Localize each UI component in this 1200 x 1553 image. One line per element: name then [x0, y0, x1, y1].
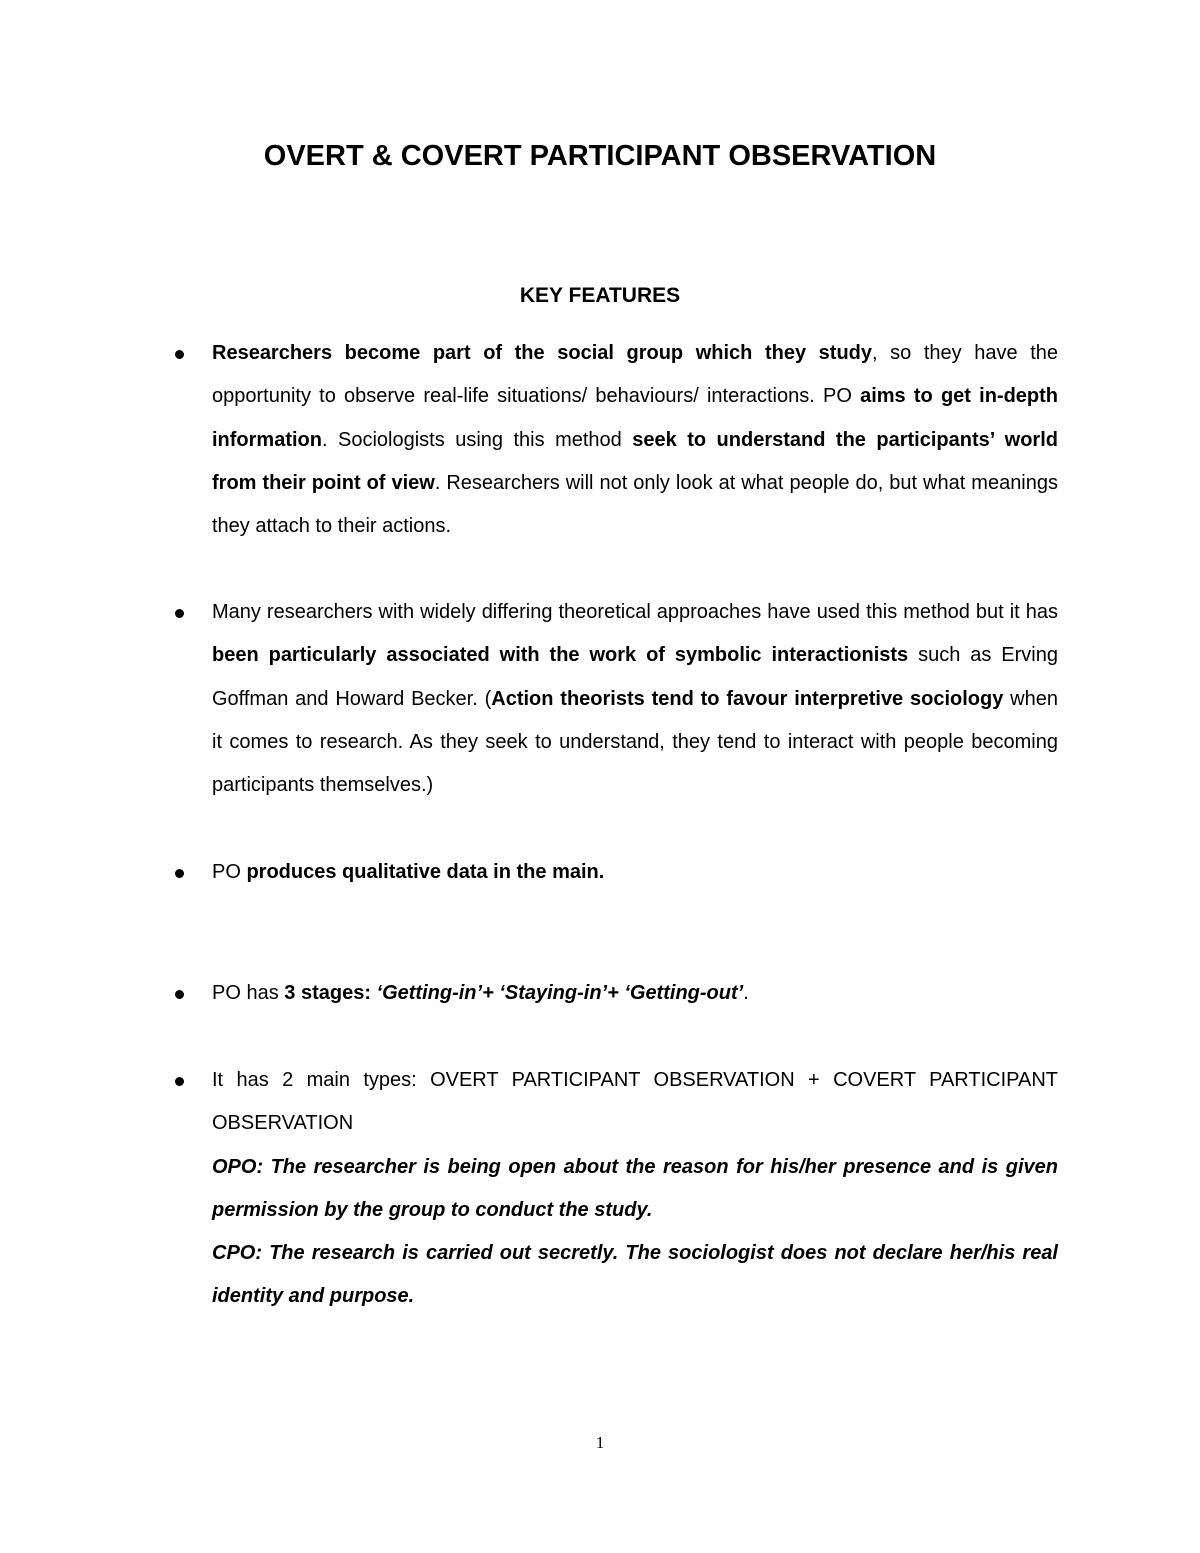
- opo-definition: OPO: The researcher is being open about the reason for his/her presence and is given permission by the group to conduct the study.: [212, 1155, 1058, 1221]
- cpo-definition: CPO: The research is carried out secretly. The sociologist does not declare her/his real identity and purpose.: [212, 1242, 1058, 1308]
- bullet-1-bold-lead: Researchers become part of the social group which they study: [212, 342, 873, 364]
- bullet-1-text-b: . Sociologists using this method: [322, 428, 633, 451]
- bullet-icon: [175, 869, 184, 878]
- bullet-4-bold-italic-stages: ‘Getting-in’+ ‘Staying-in’+ ‘Getting-out’: [376, 982, 744, 1004]
- bullet-1-bold-aims: aims to get in-depth information: [212, 385, 1059, 451]
- bullet-2-text-a: Many researchers with widely differing theoretical approaches have used this method but it has: [212, 601, 1058, 623]
- bullet-2-bold-symbolic: been particularly associated with the work of symbolic interactionists: [212, 644, 909, 667]
- bullet-2-text-c: when it comes to research. As they seek to understand, they tend to interact with people becoming participants themselves.): [212, 687, 1058, 797]
- list-item-theoretical-approaches: [212, 591, 1058, 807]
- list-item-types: [212, 1059, 1058, 1319]
- bullet-icon: [175, 350, 184, 359]
- list-item-qualitative: [212, 851, 1058, 894]
- bullet-4-text-b: .: [743, 982, 749, 1004]
- bullet-4-text-a: PO has: [212, 982, 285, 1004]
- list-item-stages: [212, 972, 1058, 1015]
- bullet-2-bold-action: Action theorists tend to favour interpretive sociology: [491, 687, 1004, 710]
- bullet-5-text-a: It has 2 main types:: [212, 1069, 431, 1091]
- bullet-2-text-b: such as Erving Goffman and Howard Becker. (: [212, 644, 1058, 710]
- bullet-1-bold-seek: seek to understand the participants’ world from their point of view: [212, 428, 1058, 494]
- bullet-4-bold-stages: 3 stages:: [284, 982, 377, 1004]
- bullet-icon: [175, 990, 184, 999]
- bullet-3-bold: produces qualitative data in the main.: [246, 861, 605, 883]
- bullet-icon: [175, 1077, 184, 1086]
- page-number: 1: [595, 1433, 605, 1452]
- page-title: OVERT & COVERT PARTICIPANT OBSERVATION: [263, 140, 937, 172]
- list-item-researchers: [212, 332, 1058, 548]
- section-heading: KEY FEATURES: [519, 284, 681, 307]
- bullet-1-text-c: . Researchers will not only look at what people do, but what meanings they attach to their actions.: [212, 471, 1058, 538]
- bullet-3-text-a: PO: [212, 861, 247, 883]
- bullet-icon: [175, 609, 184, 618]
- bullet-1-text-a: , so they have the opportunity to observe real-life situations/ behaviours/ interactions. PO: [212, 342, 1058, 408]
- bullet-5-types: OVERT PARTICIPANT OBSERVATION + COVERT PARTICIPANT OBSERVATION: [212, 1069, 1058, 1135]
